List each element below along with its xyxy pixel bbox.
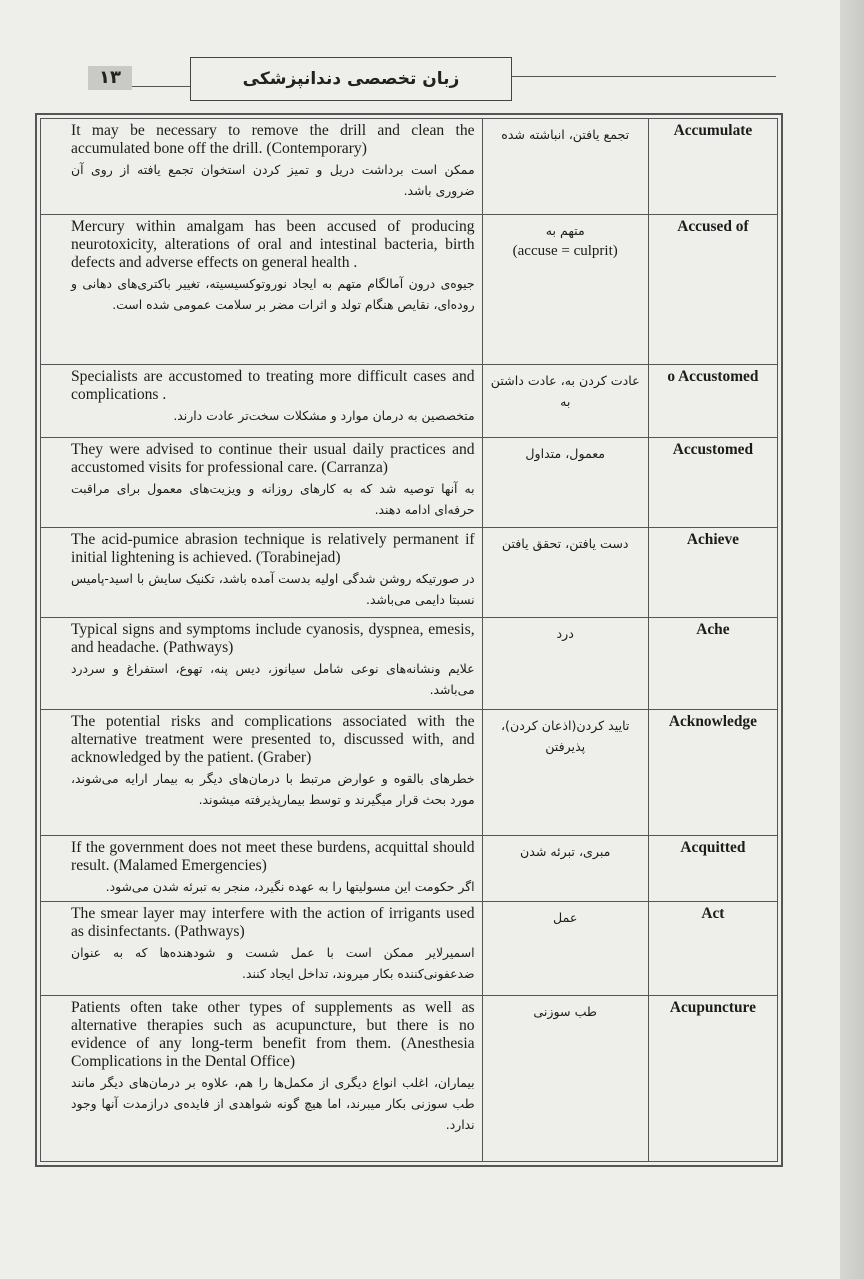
- example-english: Typical signs and symptoms include cyanosis, dyspnea, emesis, and headache. (Pathways): [71, 621, 475, 656]
- persian-meaning: [482, 119, 648, 215]
- vocab-word: Acupuncture: [648, 996, 777, 1162]
- page-number: ۱۳: [88, 66, 132, 90]
- vocab-word: Achieve: [648, 528, 777, 618]
- persian-meaning: [482, 710, 648, 836]
- vocab-row: [41, 618, 778, 710]
- vocab-row: [41, 119, 778, 215]
- vocab-word: Acknowledge: [648, 710, 777, 836]
- vocab-word: Accumulate: [648, 119, 777, 215]
- example-persian: بیماران، اغلب انواع دیگری از مکمل‌ها را هم، علاوه بر درمان‌های دیگر مانند طب سوزنی بکار میبرند، اما هیچ گونه شواهدی از فایده‌ی درازمدت آنها وجود ندارد.: [71, 1075, 475, 1132]
- persian-meaning: [482, 365, 648, 438]
- example-cell: [41, 215, 483, 365]
- persian-meaning: [482, 902, 648, 996]
- example-persian: در صورتیکه روشن شدگی اولیه بدست آمده باشد، تکنیک سایش با اسید-پامیس نسبتا دایمی می‌باشد.: [71, 571, 475, 607]
- persian-meaning-text: مبری، تبرئه شدن: [520, 844, 611, 859]
- example-cell: [41, 365, 483, 438]
- example-persian: جیوه‌ی درون آمالگام متهم به ایجاد نوروتوکسیسیته، تغییر باکتری‌های دهانی و روده‌ای، نقایص هنگام تولد و اثرات مضر بر سلامت عمومی شده است.: [71, 276, 475, 312]
- example-persian: اسمیرلایر ممکن است با عمل شست و شودهنده‌ها که به عنوان ضدعفونی‌کننده بکار میروند، تداخل ایجاد کنند.: [71, 945, 475, 981]
- example-cell: [41, 902, 483, 996]
- example-english: If the government does not meet these burdens, acquittal should result. (Malamed Emergencies): [71, 839, 475, 874]
- persian-meaning-text: عمل: [553, 910, 578, 925]
- persian-meaning-text: تجمع یافتن، انباشته شده: [501, 127, 630, 142]
- page-edge: [840, 0, 864, 1279]
- vocab-row: [41, 996, 778, 1162]
- vocab-row: [41, 215, 778, 365]
- book-title: زبان تخصصی دندانپزشکی: [190, 57, 512, 101]
- header-rule: [132, 86, 190, 87]
- persian-meaning-text: متهم به: [545, 223, 585, 238]
- persian-meaning-text: تایید کردن(اذعان کردن)، پذیرفتن: [500, 718, 630, 754]
- vocab-row: [41, 902, 778, 996]
- persian-meaning: [482, 996, 648, 1162]
- persian-meaning: [482, 215, 648, 365]
- example-persian: علایم ونشانه‌های نوعی شامل سیانوز، دیس پنه، تهوع، استفراغ و سردرد می‌باشد.: [71, 661, 475, 697]
- example-english: Patients often take other types of supplements as well as alternative therapies such as acupuncture, but there is no evidence of any long-term benefit from them. (Anesthesia Complications in the Dental Office): [71, 999, 475, 1070]
- example-english: The potential risks and complications associated with the alternative treatment were presented to, discussed with, and acknowledged by the patient. (Graber): [71, 713, 475, 766]
- example-persian: متخصصین به درمان موارد و مشکلات سخت‌تر عادت دارند.: [173, 408, 475, 423]
- vocab-word: Accustomed: [648, 438, 777, 528]
- vocab-row: [41, 528, 778, 618]
- example-persian: اگر حکومت این مسولیتها را به عهده نگیرد، منجر به تبرئه شدن می‌شود.: [105, 879, 475, 894]
- example-cell: [41, 618, 483, 710]
- vocab-row: [41, 365, 778, 438]
- example-english: They were advised to continue their usual daily practices and accustomed visits for professional care. (Carranza): [71, 441, 475, 476]
- persian-meaning: [482, 618, 648, 710]
- example-english: Specialists are accustomed to treating more difficult cases and complications .: [71, 368, 475, 403]
- vocab-row: [41, 836, 778, 902]
- vocab-word: Accused of: [648, 215, 777, 365]
- persian-meaning: [482, 438, 648, 528]
- persian-meaning-text: درد: [556, 626, 574, 641]
- example-cell: [41, 438, 483, 528]
- example-english: The smear layer may interfere with the action of irrigants used as disinfectants. (Pathways): [71, 905, 475, 940]
- example-persian: ممکن است برداشت دریل و تمیز کردن استخوان تجمع یافته از روی آن ضروری باشد.: [71, 162, 475, 198]
- example-cell: [41, 710, 483, 836]
- persian-meaning-text: دست یافتن، تحقق یافتن: [501, 536, 629, 551]
- vocab-row: [41, 710, 778, 836]
- example-english: Mercury within amalgam has been accused of producing neurotoxicity, alterations of oral and intestinal bacteria, birth defects and adverse effects on general health .: [71, 218, 475, 271]
- persian-meaning: [482, 528, 648, 618]
- example-english: The acid-pumice abrasion technique is relatively permanent if initial lightening is achieved. (Torabinejad): [71, 531, 475, 566]
- vocab-word: Act: [648, 902, 777, 996]
- vocab-word: Ache: [648, 618, 777, 710]
- example-persian: به آنها توصیه شد که به کارهای روزانه و ویزیت‌های معمول برای مراقبت حرفه‌ای ادامه دهند.: [71, 481, 475, 517]
- persian-meaning-text: عادت کردن به، عادت داشتن به: [490, 373, 640, 409]
- example-english: It may be necessary to remove the drill and clean the accumulated bone off the drill. (Contemporary): [71, 122, 475, 157]
- example-cell: [41, 836, 483, 902]
- header-rule: [512, 76, 776, 77]
- vocab-word: o Accustomed: [648, 365, 777, 438]
- example-cell: [41, 119, 483, 215]
- example-cell: [41, 528, 483, 618]
- vocabulary-table: [40, 118, 778, 1162]
- persian-meaning-note: (accuse = culprit): [512, 243, 618, 259]
- persian-meaning: [482, 836, 648, 902]
- persian-meaning-text: معمول، متداول: [525, 446, 606, 461]
- example-persian: خطرهای بالقوه و عوارض مرتبط با درمان‌های دیگر به بیمار ارایه می‌شوند، مورد بحث قرار میگیرند و توسط بیمارپذیرفته میشوند.: [71, 771, 475, 807]
- example-cell: [41, 996, 483, 1162]
- vocab-row: [41, 438, 778, 528]
- persian-meaning-text: طب سوزنی: [533, 1004, 597, 1019]
- vocab-word: Acquitted: [648, 836, 777, 902]
